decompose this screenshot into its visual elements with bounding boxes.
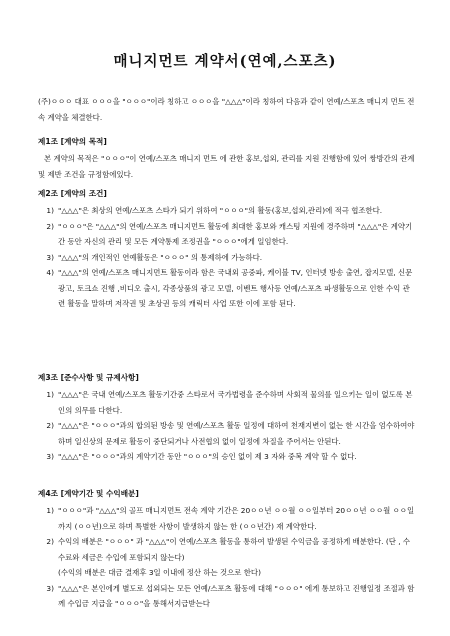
article-3 xyxy=(38,370,416,465)
item-number: 2) xyxy=(46,537,54,546)
item-number: 2) xyxy=(46,221,54,231)
list-item xyxy=(38,203,416,219)
article-3-heading: 제3조 [준수사항 및 규제사항] xyxy=(38,373,139,382)
item-text: "△△△"은 본인에게 별도로 섭외되는 모든 연예/스포츠 활동에 대해 "ㅇㅇㅇ" 에게 통보하고 진행일정 조절과 함께 수입금 지급을 "ㅇㅇㅇ"을 통해서지급받는다 xyxy=(58,583,415,608)
list-item xyxy=(38,449,416,465)
list-item xyxy=(38,581,416,612)
list-item xyxy=(38,534,416,565)
article-4-heading: 제4조 [계약기간 및 수익배분] xyxy=(38,489,139,498)
list-item xyxy=(38,265,416,312)
article-1 xyxy=(38,134,416,182)
item-number: 1) xyxy=(46,390,54,399)
item-number: 1) xyxy=(46,206,54,215)
item-number: 1) xyxy=(46,506,54,515)
item-text: "△△△"의 연예/스포츠 매니지먼트 활동이라 함은 국내외 공중파, 케이블 TV, 인터넷 방송 출연, 잡지모델, 신문광고, 토크쇼 진행 ,비디오 출시, 각종상품의 광고 모델, 이벤트 행사등 연예/스포츠 파생활동으로 인한 수익 관련 활동을 말하며 저작권 및 초상권 등의 캐릭터 사업 또한 이에 포함 된다. xyxy=(58,268,413,308)
item-text: "△△△"의 개인적인 연예활동은 "ㅇㅇㅇ" 의 통제하에 가능하다. xyxy=(58,252,263,262)
item-text: "ㅇㅇㅇ"과 "△△△"의 골프 매니지먼트 전속 계약 기간은 20ㅇㅇ년 ㅇㅇ월 ㅇㅇ일부터 20ㅇㅇ년 ㅇㅇ월 ㅇㅇ일까지 (ㅇㅇ년)으로 하며 특별한 사항이 발생하지 않는 한 (ㅇㅇ년간) 재 계약한다. xyxy=(58,506,415,531)
item-text: 수익의 배분은 "ㅇㅇㅇ" 과 "△△△"이 연예/스포츠 활동을 통하여 발생된 수익금을 공정하게 배분한다. (단 , 수수료와 세금은 수입에 포함되지 않는다) xyxy=(58,537,411,562)
article-4-list xyxy=(38,503,416,612)
list-item xyxy=(38,250,416,266)
article-1-text: 본 계약의 목적은 "ㅇㅇㅇ"이 연예/스포츠 매니지 먼트 에 관한 홍보,섭외, 관리를 지원 진행함에 있어 쌍방간의 관계 및 제반 조건을 규정함에있다. xyxy=(38,154,415,179)
item-number: 2) xyxy=(46,421,54,430)
article-1-heading: 제1조 [계약의 목적] xyxy=(38,137,107,146)
article-2-heading: 제2조 [계약의 조건] xyxy=(38,189,107,198)
document-title: 매니지먼트 계약서(연예,스포츠) xyxy=(113,53,337,70)
article-3-list xyxy=(38,387,416,465)
item-text: "△△△"은 최상의 연예/스포츠 스타가 되기 위하여 "ㅇㅇㅇ"의 활동(홍보,섭외,관리)에 적극 협조한다. xyxy=(58,206,383,215)
list-item xyxy=(38,418,416,449)
item-number: 3) xyxy=(46,583,54,593)
article-2 xyxy=(38,186,416,312)
item-text: "△△△"은 국내 연예/스포츠 활동기간중 스타로서 국가법령을 준수하며 사회적 물의를 일으키는 일이 없도록 본인의 의무를 다한다. xyxy=(58,390,413,415)
list-item xyxy=(38,219,416,250)
item-number: 3) xyxy=(46,252,54,262)
article-4 xyxy=(38,486,416,612)
item-number: 4) xyxy=(46,268,54,277)
list-item xyxy=(38,503,416,534)
item-sub-note: (수익의 배분은 대금 결재후 3일 이내에 정산 하는 것으로 한다) xyxy=(58,568,261,577)
list-item xyxy=(38,387,416,418)
article-2-list xyxy=(38,203,416,312)
item-text: "△△△"은 "ㅇㅇㅇ"과의 계약기간 동안 "ㅇㅇㅇ"의 승인 없이 제 3 자와 중복 계약 할 수 없다. xyxy=(58,452,357,461)
item-text: "△△△"은 "ㅇㅇㅇ"과의 합의된 방송 및 연예/스포츠 활동 일정에 대하여 천재지변이 없는 한 시간을 엄수하여야 하며 일신상의 문제로 활동이 중단되거나 사전협의 없이 일정에 차질을 주어서는 안된다. xyxy=(58,421,415,446)
item-number: 3) xyxy=(46,452,54,461)
item-text: "ㅇㅇㅇ"은 "△△△"의 연예/스포츠 매니지먼트 활동에 최대한 홍보와 캐스팅 지원에 경주하며 "△△△"은 계약기간 동안 자신의 관리 및 모든 계약통제 조정권을 "ㅇㅇㅇ"에게 일임한다. xyxy=(58,221,413,246)
intro-paragraph: (주)ㅇㅇㅇ 대표 ㅇㅇㅇ을 "ㅇㅇㅇ"이라 칭하고 ㅇㅇㅇ을 "△△△"이라 칭하여 다음과 같이 연예/스포츠 매니지 먼트 전속 계약을 체결한다. xyxy=(38,97,415,122)
